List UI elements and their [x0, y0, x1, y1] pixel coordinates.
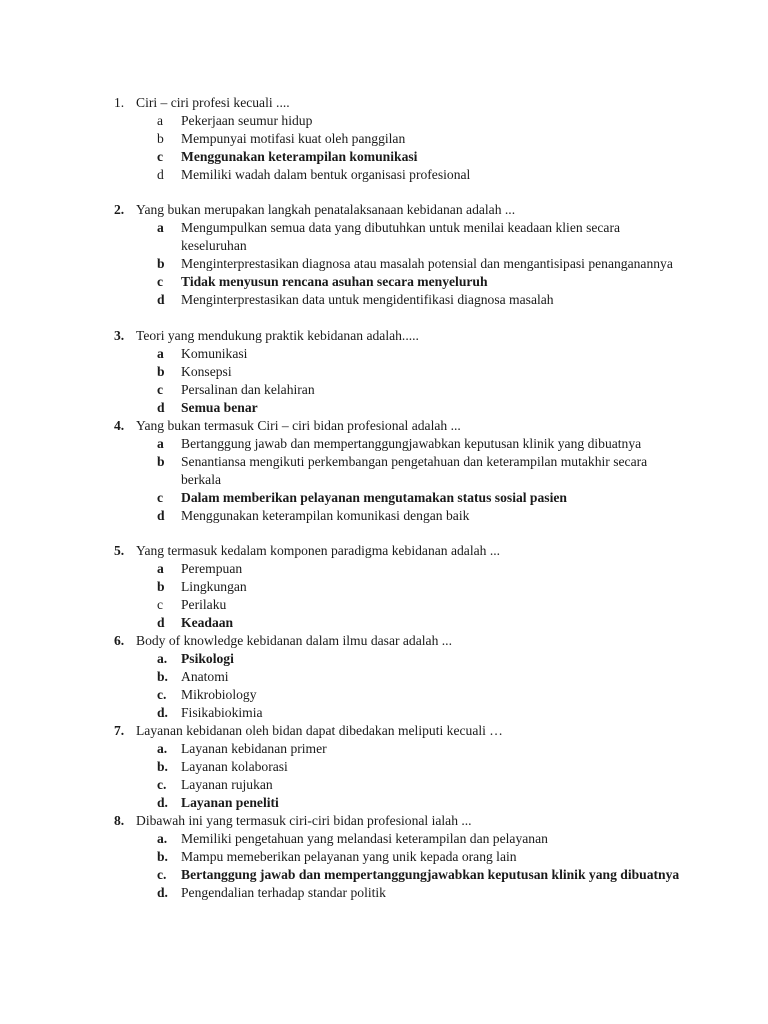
option-letter: c.	[157, 777, 167, 792]
question-number: 5.	[114, 543, 125, 558]
option-text: Mengumpulkan semua data yang dibutuhkan untuk menilai keadaan klien secara keseluruhan	[181, 220, 621, 253]
question-1	[0, 94, 768, 184]
answer-option	[0, 884, 768, 902]
option-letter: b.	[157, 669, 168, 684]
question-text: Yang bukan termasuk Ciri – ciri bidan profesional adalah ...	[136, 418, 461, 433]
answer-option-correct	[0, 148, 768, 166]
answer-option	[0, 776, 768, 794]
answer-option-correct	[0, 399, 768, 417]
question-3	[0, 327, 768, 417]
option-text: Fisikabiokimia	[181, 705, 263, 720]
answer-option	[0, 830, 768, 848]
question-text: Body of knowledge kebidanan dalam ilmu dasar adalah ...	[136, 633, 452, 648]
answer-option	[0, 435, 768, 453]
question-4	[0, 417, 768, 525]
option-letter: d	[157, 615, 165, 630]
answer-option	[0, 668, 768, 686]
answer-option	[0, 453, 768, 489]
option-letter: a	[157, 220, 164, 235]
option-text: Komunikasi	[181, 346, 248, 361]
option-text: Anatomi	[181, 669, 229, 684]
option-letter: a	[157, 346, 164, 361]
answer-option-correct	[0, 650, 768, 668]
answer-option	[0, 112, 768, 130]
answer-option	[0, 381, 768, 399]
option-letter: b	[157, 256, 165, 271]
answer-option	[0, 758, 768, 776]
option-letter: d	[157, 167, 164, 182]
option-text: Layanan kolaborasi	[181, 759, 288, 774]
option-letter: d.	[157, 885, 168, 900]
answer-option	[0, 507, 768, 525]
option-letter: b.	[157, 759, 168, 774]
answer-option	[0, 686, 768, 704]
option-text: Layanan rujukan	[181, 777, 273, 792]
option-letter: c	[157, 490, 164, 505]
option-letter: a.	[157, 741, 168, 756]
option-text: Mampu memeberikan pelayanan yang unik kepada orang lain	[181, 849, 517, 864]
option-letter: a.	[157, 831, 168, 846]
answer-option	[0, 255, 768, 273]
option-text: Menggunakan keterampilan komunikasi dengan baik	[181, 508, 470, 523]
option-text: Semua benar	[181, 400, 258, 415]
answer-option-correct	[0, 794, 768, 812]
option-text: Senantiansa mengikuti perkembangan pengetahuan dan keterampilan mutakhir secara berkala	[181, 454, 648, 487]
option-text: Tidak menyusun rencana asuhan secara menyeluruh	[181, 274, 488, 289]
question-2	[0, 201, 768, 309]
option-letter: d	[157, 292, 165, 307]
option-letter: d.	[157, 795, 168, 810]
question-text: Yang bukan merupakan langkah penatalaksanaan kebidanan adalah ...	[136, 202, 516, 217]
option-text: Mempunyai motifasi kuat oleh panggilan	[181, 131, 406, 146]
question-6	[0, 632, 768, 722]
option-text: Menggunakan keterampilan komunikasi	[181, 149, 418, 164]
option-text: Persalinan dan kelahiran	[181, 382, 315, 397]
option-letter: a	[157, 113, 164, 128]
question-text: Yang termasuk kedalam komponen paradigma kebidanan adalah ...	[136, 543, 501, 558]
option-text: Memiliki wadah dalam bentuk organisasi profesional	[181, 167, 471, 182]
answer-option-correct	[0, 489, 768, 507]
question-number: 8.	[114, 813, 125, 828]
option-letter: c	[157, 382, 164, 397]
option-text: Mikrobiology	[181, 687, 257, 702]
question-text: Layanan kebidanan oleh bidan dapat dibedakan meliputi kecuali …	[136, 723, 503, 738]
option-letter: b.	[157, 849, 168, 864]
option-text: Menginterprestasikan data untuk mengidentifikasi diagnosa masalah	[181, 292, 554, 307]
option-text: Psikologi	[181, 651, 234, 666]
question-number: 4.	[114, 418, 125, 433]
question-8	[0, 812, 768, 902]
answer-option	[0, 363, 768, 381]
answer-option-correct	[0, 273, 768, 291]
option-letter: b	[157, 131, 164, 146]
option-letter: c.	[157, 867, 167, 882]
answer-option	[0, 130, 768, 148]
option-text: Perilaku	[181, 597, 227, 612]
answer-option-correct	[0, 866, 768, 884]
answer-option	[0, 596, 768, 614]
question-text: Ciri – ciri profesi kecuali ....	[136, 95, 290, 110]
answer-option	[0, 291, 768, 309]
option-text: Bertanggung jawab dan mempertanggungjawabkan keputusan klinik yang dibuatnya	[181, 436, 642, 451]
option-letter: c.	[157, 687, 167, 702]
option-letter: a	[157, 436, 164, 451]
option-text: Perempuan	[181, 561, 243, 576]
answer-option	[0, 560, 768, 578]
answer-option	[0, 848, 768, 866]
option-text: Keadaan	[181, 615, 234, 630]
answer-option	[0, 740, 768, 758]
answer-option	[0, 704, 768, 722]
option-letter: b	[157, 454, 165, 469]
option-letter: a.	[157, 651, 168, 666]
question-text: Dibawah ini yang termasuk ciri-ciri bidan profesional ialah ...	[136, 813, 472, 828]
question-number: 2.	[114, 202, 125, 217]
option-text: Pekerjaan seumur hidup	[181, 113, 313, 128]
option-letter: c	[157, 597, 164, 612]
option-text: Menginterprestasikan diagnosa atau masalah potensial dan mengantisipasi penanganannya	[181, 256, 673, 271]
question-text: Teori yang mendukung praktik kebidanan adalah.....	[136, 328, 419, 343]
option-letter: c	[157, 274, 164, 289]
answer-option-correct	[0, 614, 768, 632]
question-number: 1.	[114, 95, 125, 110]
option-letter: b	[157, 579, 165, 594]
question-7	[0, 722, 768, 812]
question-number: 7.	[114, 723, 125, 738]
option-text: Lingkungan	[181, 579, 247, 594]
answer-option	[0, 578, 768, 596]
option-text: Pengendalian terhadap standar politik	[181, 885, 386, 900]
option-letter: b	[157, 364, 165, 379]
answer-option	[0, 345, 768, 363]
option-letter: c	[157, 149, 164, 164]
option-text: Dalam memberikan pelayanan mengutamakan status sosial pasien	[181, 490, 567, 505]
option-letter: d.	[157, 705, 168, 720]
option-text: Bertanggung jawab dan mempertanggungjawabkan keputusan klinik yang dibuatnya	[181, 867, 680, 882]
answer-option	[0, 166, 768, 184]
option-text: Memiliki pengetahuan yang melandasi keterampilan dan pelayanan	[181, 831, 548, 846]
option-text: Layanan peneliti	[181, 795, 279, 810]
option-text: Layanan kebidanan primer	[181, 741, 327, 756]
answer-option	[0, 219, 768, 255]
option-text: Konsepsi	[181, 364, 232, 379]
option-letter: d	[157, 508, 165, 523]
option-letter: a	[157, 561, 164, 576]
option-letter: d	[157, 400, 165, 415]
question-number: 6.	[114, 633, 125, 648]
question-5	[0, 542, 768, 632]
question-number: 3.	[114, 328, 125, 343]
